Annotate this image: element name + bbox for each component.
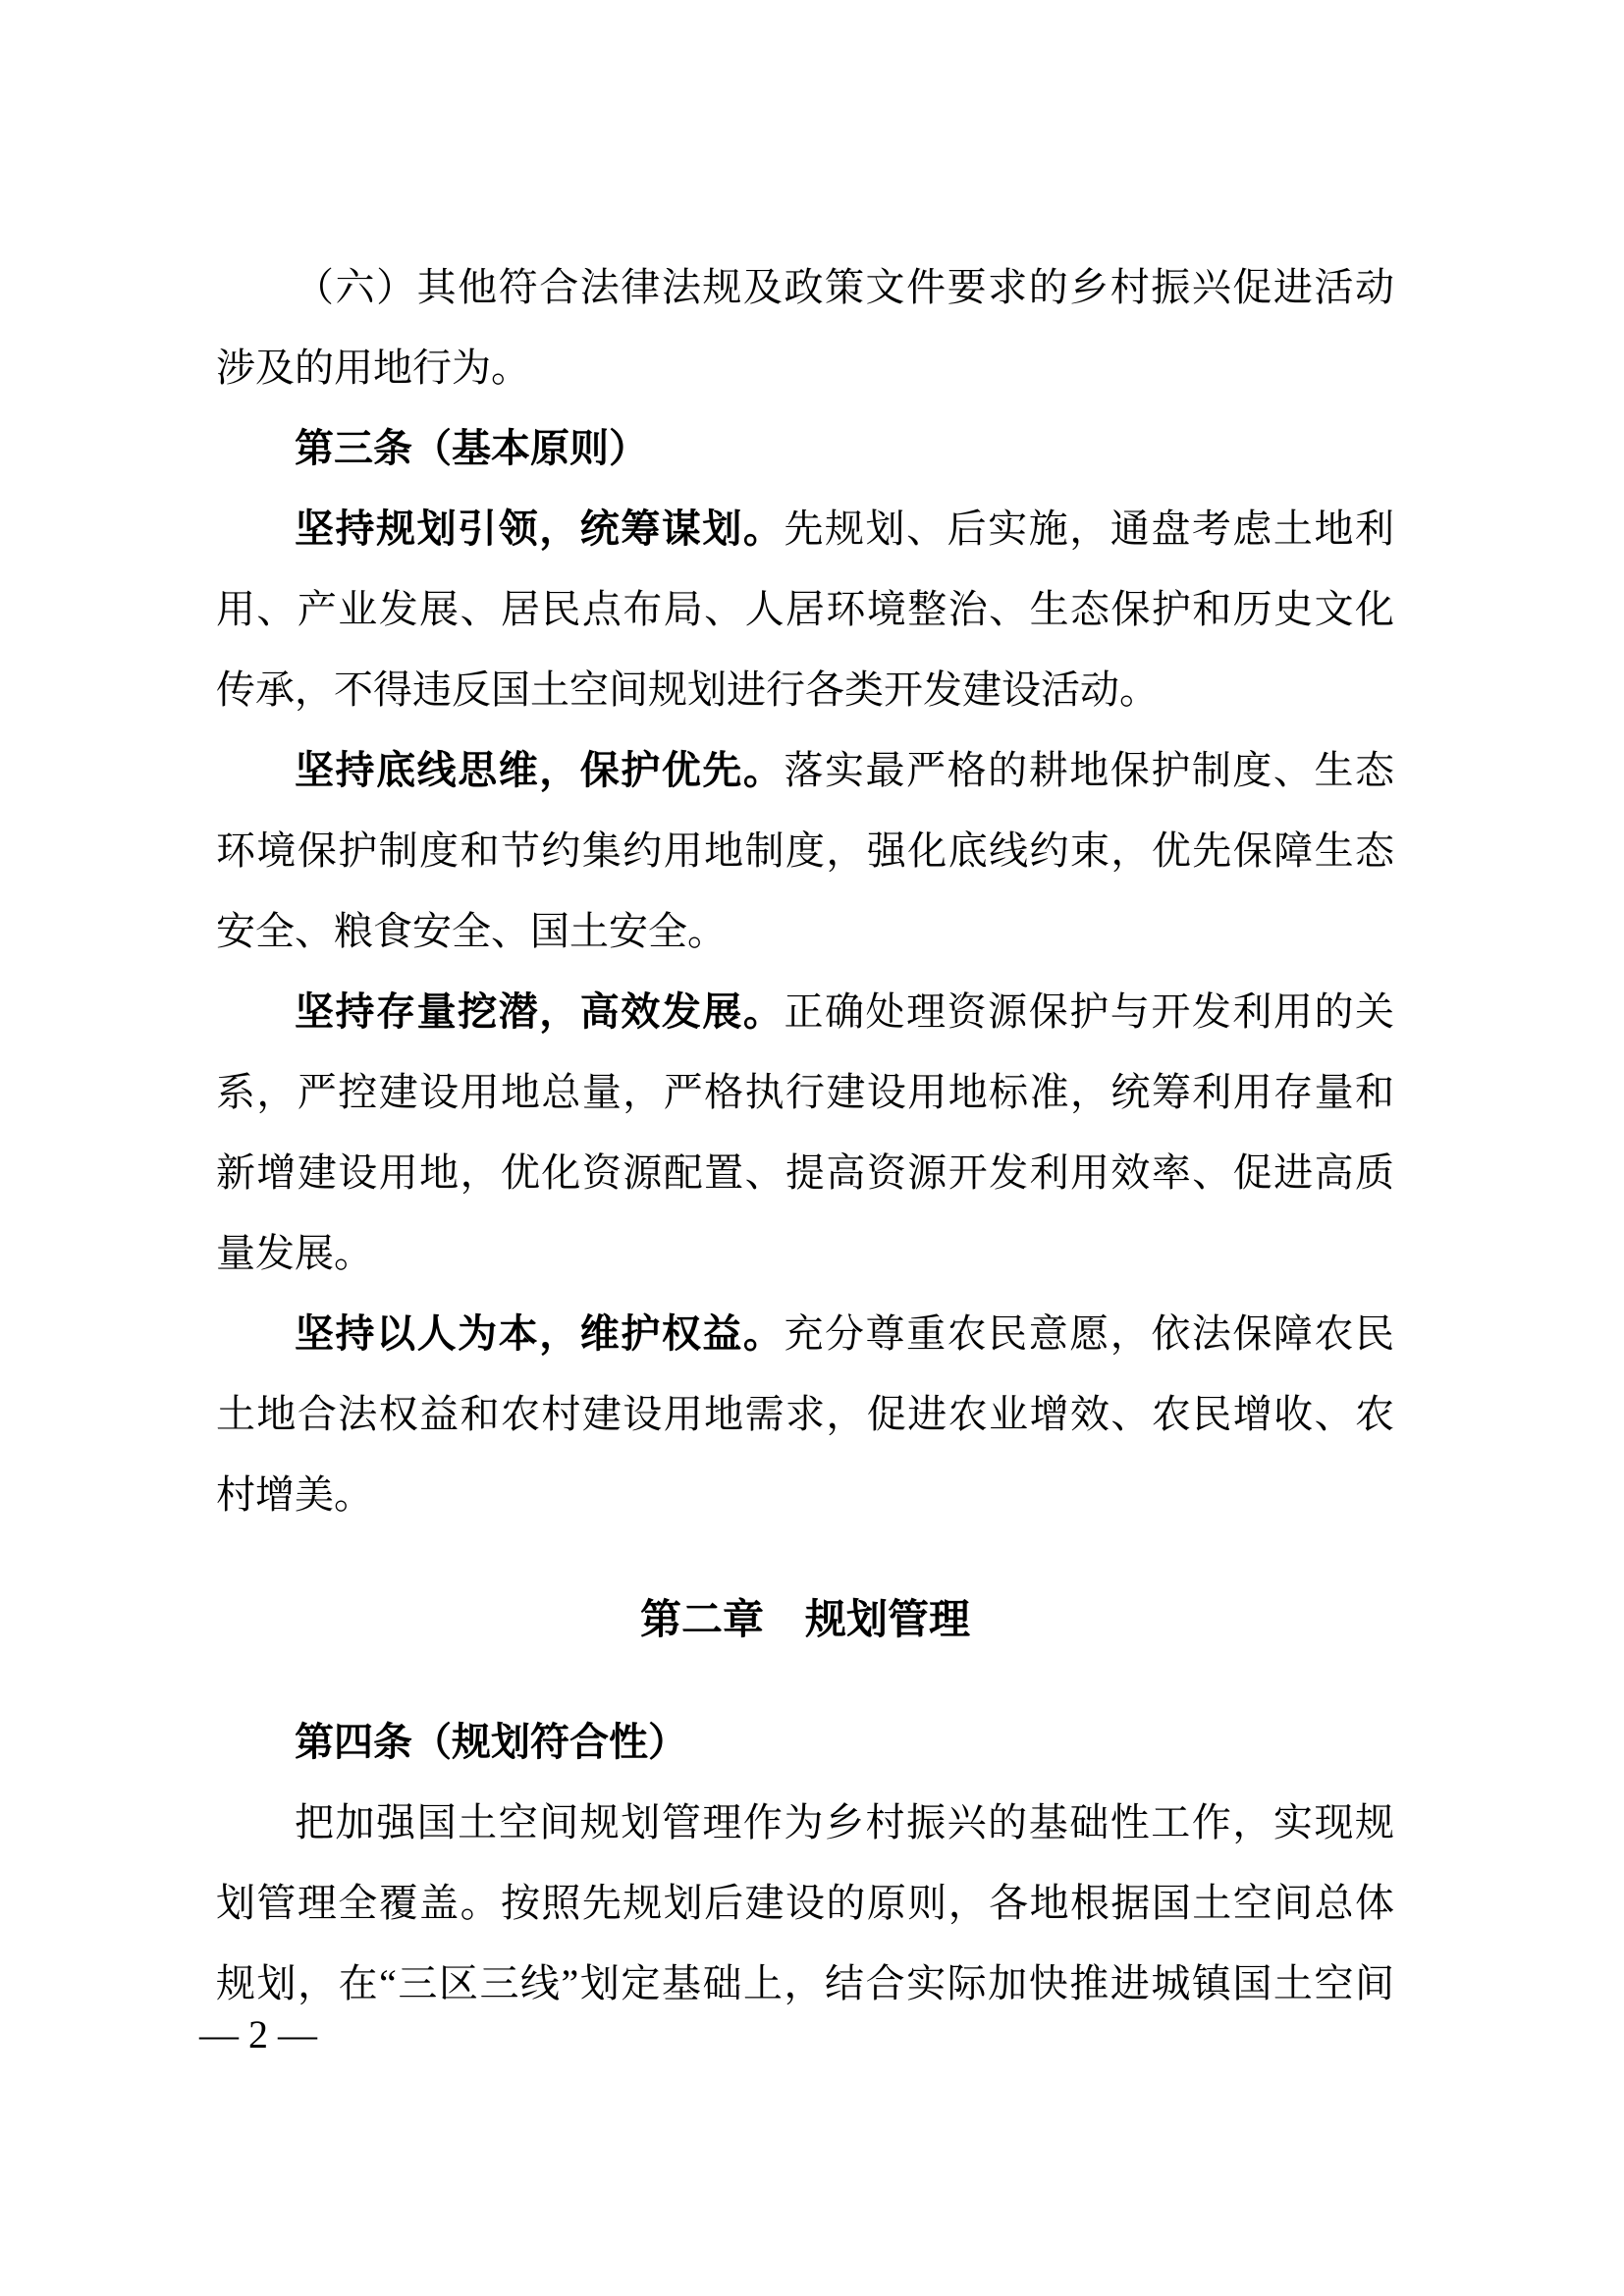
paragraph-lead-bold: 坚持以人为本，维护权益。 [295,1312,785,1356]
text-line: 系，严控建设用地总量，严格执行建设用地标准，统筹利用存量和 [216,1070,1394,1114]
article-heading: 第四条（规划符合性） [295,1721,687,1764]
page-number: — 2 — [199,2012,317,2056]
paragraph-lead-bold: 坚持底线思维，保护优先。 [295,749,785,792]
text-line: 环境保护制度和节约集约用地制度，强化底线约束，优先保障生态 [216,828,1394,873]
text-line: 新增建设用地，优化资源配置、提高资源开发利用效率、促进高质 [216,1150,1394,1195]
paragraph-lead-bold: 坚持存量挖潜，高效发展。 [295,990,785,1034]
document-body [216,247,1394,2024]
text-line: 安全、粮食安全、国土安全。 [216,909,727,953]
text-line: 坚持存量挖潜，高效发展。正确处理资源保护与开发利用的关 [295,989,1395,1034]
page-footer [199,2012,317,2056]
text-line: 传承，不得违反国土空间规划进行各类开发建设活动。 [216,667,1159,712]
text-line: 用、产业发展、居民点布局、人居环境整治、生态保护和历史文化 [216,587,1394,631]
text-line: 规划，在“三区三线”划定基础上，结合实际加快推进城镇国土空间 [216,1961,1394,2005]
text-line: 划管理全覆盖。按照先规划后建设的原则，各地根据国土空间总体 [216,1881,1394,1925]
text-line: （六）其他符合法律法规及政策文件要求的乡村振兴促进活动 [295,265,1394,309]
text-line: 村增美。 [216,1472,373,1517]
text-line: 坚持底线思维，保护优先。落实最严格的耕地保护制度、生态 [295,748,1395,792]
article-heading: 第三条（基本原则） [295,427,648,470]
text-line: 量发展。 [216,1231,373,1275]
text-line: 涉及的用地行为。 [216,346,530,390]
text-line: 土地合法权益和农村建设用地需求，促进农业增效、农民增收、农 [216,1392,1394,1436]
chapter-heading: 第二章 规划管理 [639,1596,970,1642]
paragraph-lead-bold: 坚持规划引领，统筹谋划。 [295,507,785,551]
text-line: 坚持以人为本，维护权益。充分尊重农民意愿，依法保障农民 [295,1311,1395,1356]
text-line: 把加强国土空间规划管理作为乡村振兴的基础性工作，实现规 [295,1800,1394,1844]
text-line: 坚持规划引领，统筹谋划。先规划、后实施，通盘考虑土地利 [295,507,1395,551]
